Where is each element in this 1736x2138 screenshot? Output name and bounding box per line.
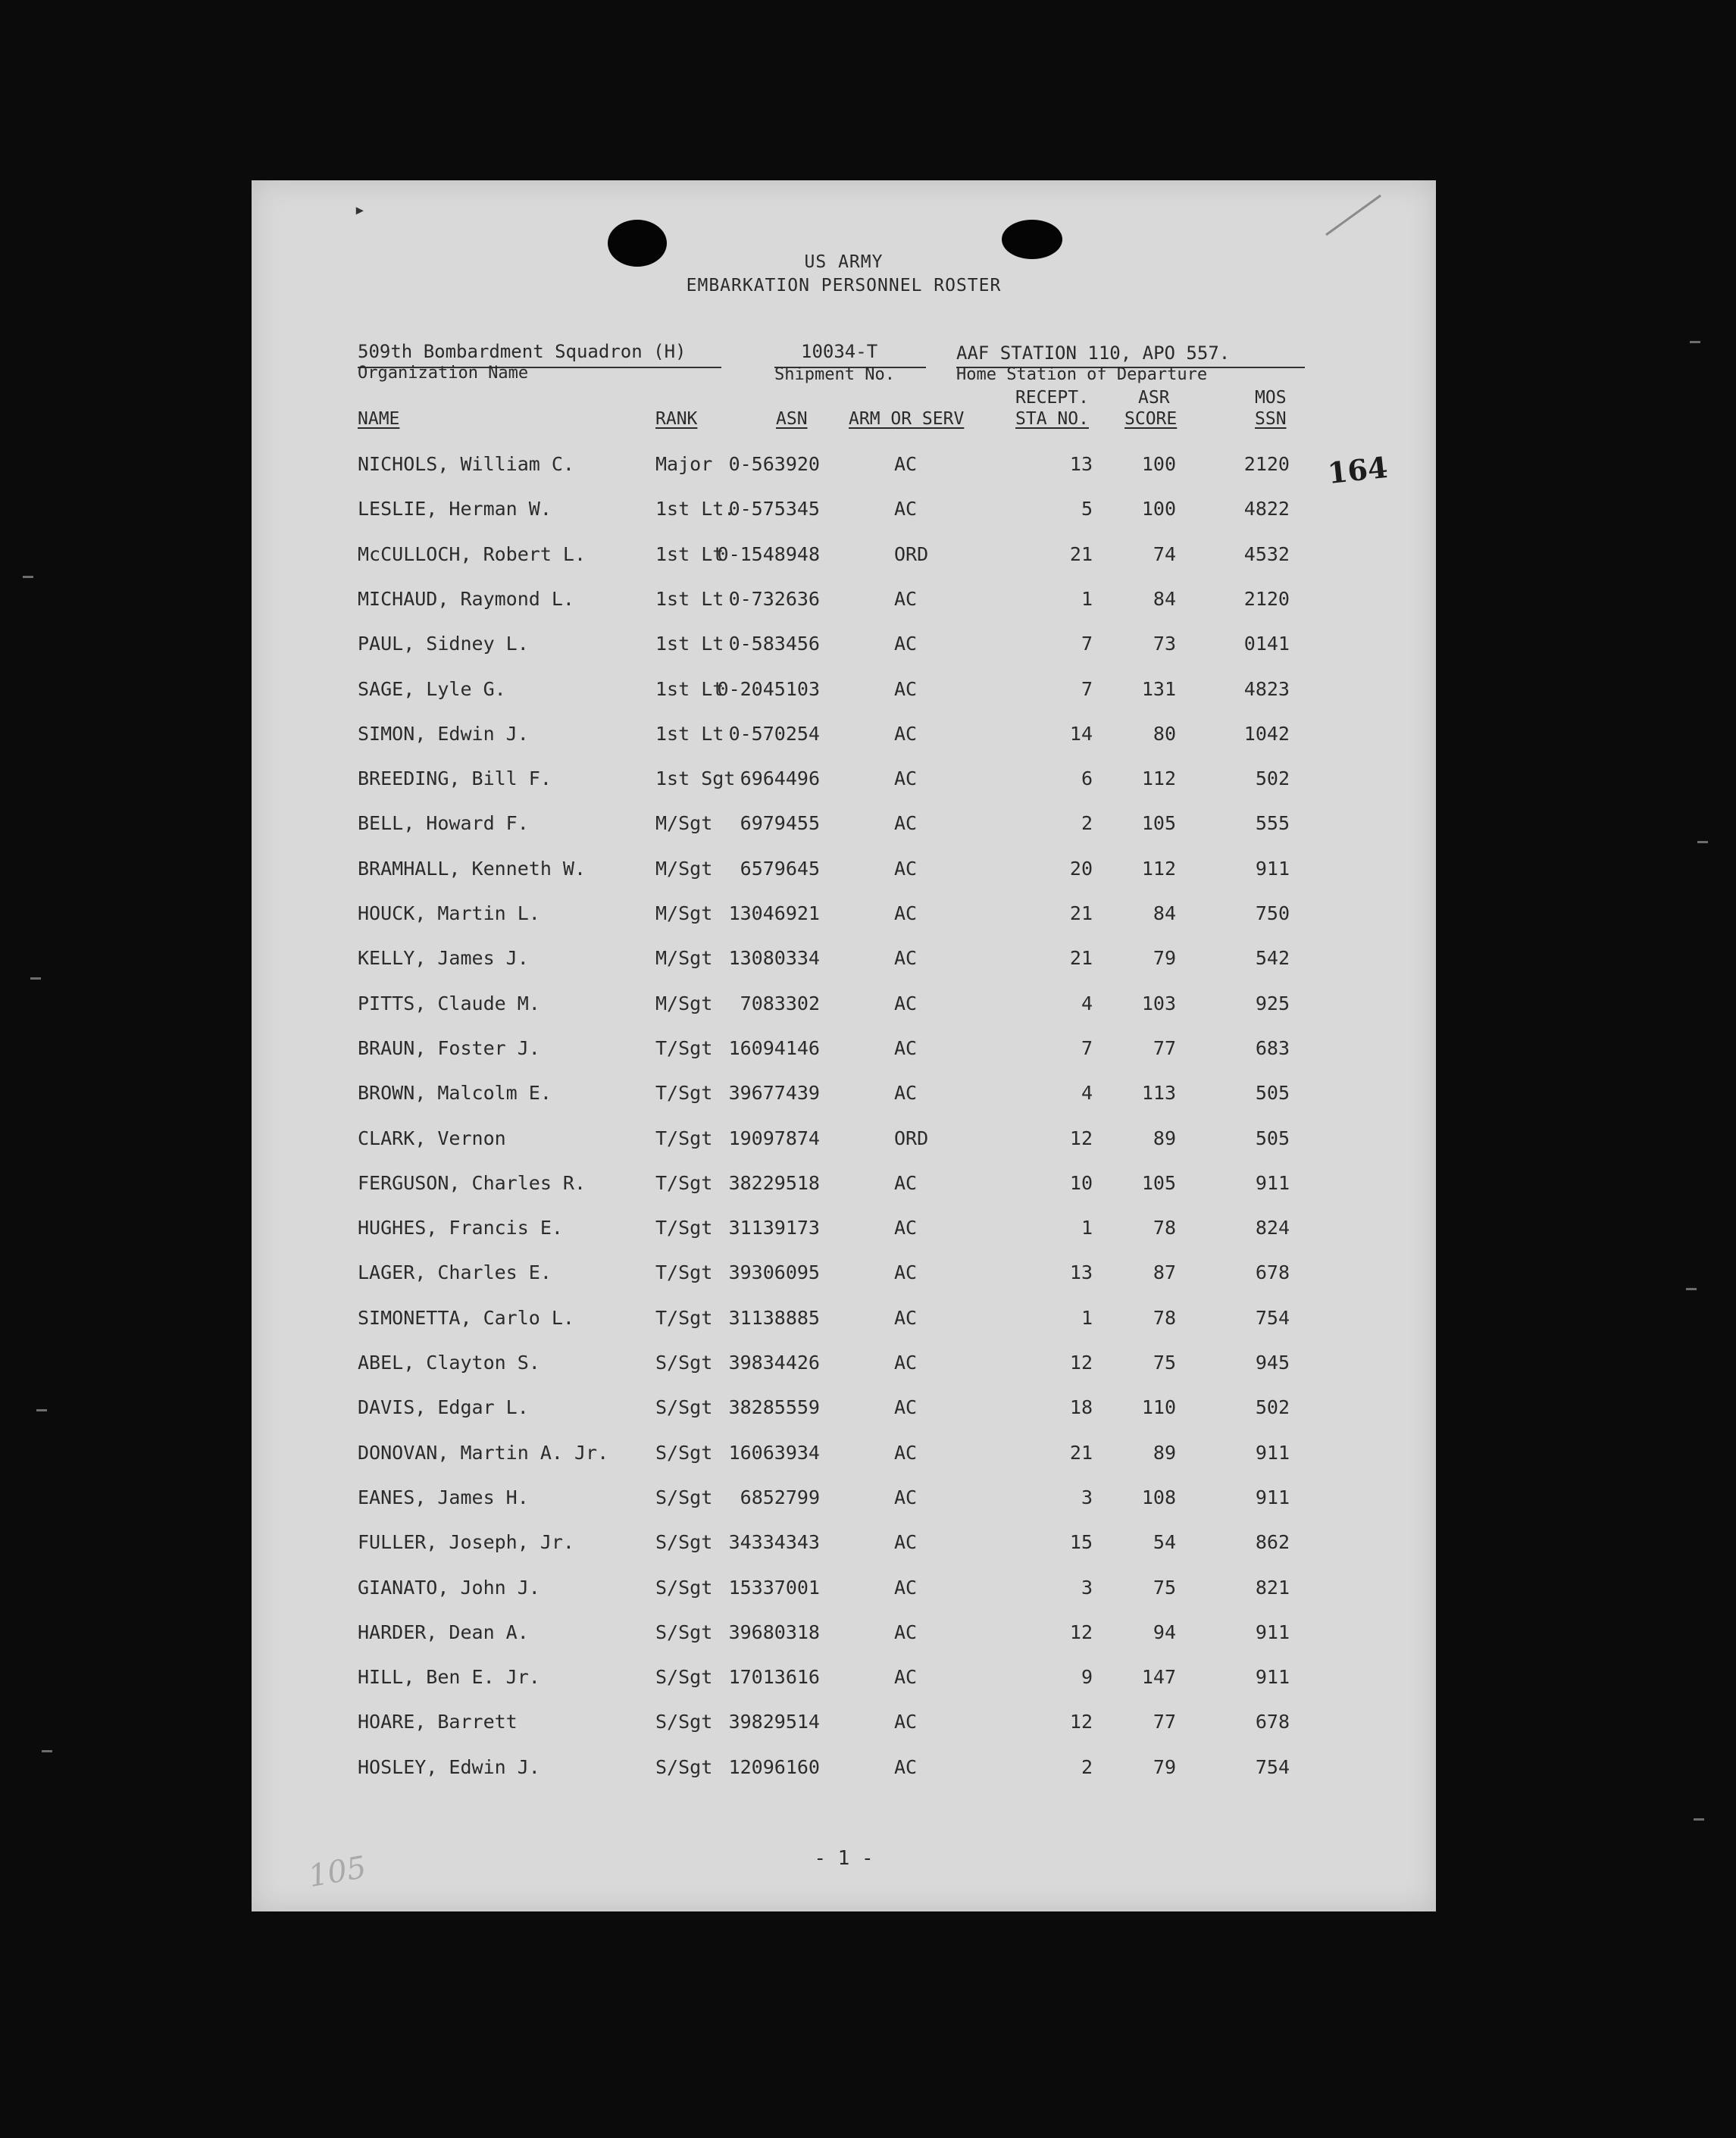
- home-station-label: Home Station of Departure: [956, 365, 1208, 384]
- row-rank: S/Sgt: [655, 1441, 713, 1464]
- row-asn: 39306095: [728, 1261, 820, 1284]
- row-rank: M/Sgt: [655, 902, 713, 924]
- row-mos-ssn: 911: [1255, 1171, 1290, 1194]
- row-asr-score: 100: [1141, 498, 1176, 520]
- row-arm: AC: [894, 1261, 918, 1284]
- row-asn: 39680318: [728, 1621, 820, 1643]
- row-rank: T/Sgt: [655, 1217, 713, 1239]
- col-header-recept-top: RECEPT.: [1015, 388, 1089, 408]
- pencil-slash: [1320, 188, 1388, 241]
- shipment-label: Shipment No.: [774, 365, 895, 384]
- row-recept-sta: 13: [1069, 453, 1093, 475]
- row-arm: AC: [894, 1666, 918, 1689]
- row-recept-sta: 3: [1081, 1486, 1093, 1508]
- row-name: BELL, Howard F.: [358, 812, 529, 835]
- row-mos-ssn: 678: [1255, 1711, 1290, 1733]
- scan-speck: [1694, 1818, 1704, 1821]
- col-header-name: NAME: [358, 409, 400, 429]
- row-asn: 6964496: [740, 767, 820, 790]
- row-name: HILL, Ben E. Jr.: [358, 1666, 540, 1689]
- row-rank: M/Sgt: [655, 812, 713, 835]
- row-name: LESLIE, Herman W.: [358, 498, 552, 520]
- header-line-1: US ARMY: [804, 252, 884, 272]
- row-asr-score: 131: [1141, 677, 1176, 700]
- row-recept-sta: 7: [1081, 633, 1093, 655]
- stamp-number: 164: [1325, 449, 1390, 491]
- row-mos-ssn: 683: [1255, 1036, 1290, 1059]
- scan-speck: [1686, 1288, 1697, 1290]
- row-recept-sta: 20: [1069, 857, 1093, 880]
- corner-mark: ▸: [354, 198, 366, 221]
- row-mos-ssn: 2120: [1243, 587, 1290, 610]
- table-row: [252, 453, 1436, 483]
- row-asr-score: 89: [1153, 1441, 1176, 1464]
- row-asn: 0-2045103: [717, 677, 820, 700]
- col-header-asn: ASN: [776, 409, 808, 429]
- row-asn: 0-563920: [728, 453, 820, 475]
- row-arm: ORD: [894, 542, 929, 565]
- row-asn: 0-1548948: [717, 542, 820, 565]
- row-asr-score: 79: [1153, 947, 1176, 970]
- row-rank: T/Sgt: [655, 1261, 713, 1284]
- table-row: [252, 902, 1436, 933]
- table-row: [252, 858, 1436, 888]
- roster-page: [252, 180, 1436, 1911]
- row-name: HOUCK, Martin L.: [358, 902, 540, 924]
- table-row: [252, 1261, 1436, 1292]
- row-mos-ssn: 502: [1255, 1396, 1290, 1419]
- row-asr-score: 147: [1141, 1666, 1176, 1689]
- row-mos-ssn: 750: [1255, 902, 1290, 924]
- row-rank: S/Sgt: [655, 1666, 713, 1689]
- row-recept-sta: 7: [1081, 1036, 1093, 1059]
- table-row: [252, 1577, 1436, 1607]
- row-mos-ssn: 678: [1255, 1261, 1290, 1284]
- scan-speck: [30, 977, 41, 980]
- col-header-asr-bottom: SCORE: [1124, 409, 1178, 429]
- table-row: [252, 1442, 1436, 1472]
- row-asr-score: 78: [1153, 1217, 1176, 1239]
- row-mos-ssn: 505: [1255, 1127, 1290, 1149]
- row-recept-sta: 13: [1069, 1261, 1093, 1284]
- row-asn: 39834426: [728, 1352, 820, 1374]
- row-asn: 17013616: [728, 1666, 820, 1689]
- row-name: EANES, James H.: [358, 1486, 529, 1508]
- col-header-asr-top: ASR: [1138, 388, 1170, 408]
- row-name: LAGER, Charles E.: [358, 1261, 552, 1284]
- table-row: [252, 947, 1436, 977]
- row-name: SIMONETTA, Carlo L.: [358, 1306, 574, 1329]
- row-arm: AC: [894, 1352, 918, 1374]
- row-rank: S/Sgt: [655, 1755, 713, 1778]
- row-asn: 19097874: [728, 1127, 820, 1149]
- row-recept-sta: 18: [1069, 1396, 1093, 1419]
- table-row: [252, 767, 1436, 798]
- table-row: [252, 1217, 1436, 1247]
- row-asr-score: 108: [1141, 1486, 1176, 1508]
- row-arm: AC: [894, 1486, 918, 1508]
- row-arm: AC: [894, 1306, 918, 1329]
- organization-name: 509th Bombardment Squadron (H): [358, 341, 687, 362]
- row-recept-sta: 21: [1069, 947, 1093, 970]
- row-mos-ssn: 824: [1255, 1217, 1290, 1239]
- row-rank: T/Sgt: [655, 1036, 713, 1059]
- row-rank: M/Sgt: [655, 857, 713, 880]
- organization-label: Organization Name: [358, 364, 529, 383]
- row-name: SAGE, Lyle G.: [358, 677, 506, 700]
- table-row: [252, 1621, 1436, 1652]
- row-asn: 13080334: [728, 947, 820, 970]
- row-rank: S/Sgt: [655, 1576, 713, 1599]
- row-rank: M/Sgt: [655, 992, 713, 1014]
- row-mos-ssn: 821: [1255, 1576, 1290, 1599]
- row-asr-score: 54: [1153, 1531, 1176, 1554]
- row-asr-score: 77: [1153, 1036, 1176, 1059]
- row-asr-score: 84: [1153, 587, 1176, 610]
- row-name: HOSLEY, Edwin J.: [358, 1755, 540, 1778]
- row-asr-score: 75: [1153, 1576, 1176, 1599]
- row-name: BREEDING, Bill F.: [358, 767, 552, 790]
- row-arm: AC: [894, 1621, 918, 1643]
- row-arm: AC: [894, 1396, 918, 1419]
- row-recept-sta: 21: [1069, 542, 1093, 565]
- row-mos-ssn: 0141: [1243, 633, 1290, 655]
- table-row: [252, 1711, 1436, 1741]
- row-arm: AC: [894, 1036, 918, 1059]
- table-row: [252, 1396, 1436, 1427]
- row-rank: T/Sgt: [655, 1306, 713, 1329]
- col-header-mos-top: MOS: [1255, 388, 1287, 408]
- table-row: [252, 1666, 1436, 1696]
- row-asr-score: 110: [1141, 1396, 1176, 1419]
- row-rank: M/Sgt: [655, 947, 713, 970]
- row-arm: AC: [894, 453, 918, 475]
- row-asr-score: 80: [1153, 722, 1176, 745]
- row-mos-ssn: 502: [1255, 767, 1290, 790]
- row-mos-ssn: 2120: [1243, 453, 1290, 475]
- row-asn: 0-732636: [728, 587, 820, 610]
- row-asr-score: 79: [1153, 1755, 1176, 1778]
- row-mos-ssn: 911: [1255, 857, 1290, 880]
- row-arm: AC: [894, 767, 918, 790]
- row-name: BRAUN, Foster J.: [358, 1036, 540, 1059]
- table-row: [252, 1127, 1436, 1158]
- row-asr-score: 73: [1153, 633, 1176, 655]
- row-asn: 7083302: [740, 992, 820, 1014]
- row-recept-sta: 1: [1081, 1306, 1093, 1329]
- row-rank: S/Sgt: [655, 1621, 713, 1643]
- row-recept-sta: 5: [1081, 498, 1093, 520]
- row-recept-sta: 7: [1081, 677, 1093, 700]
- table-row: [252, 812, 1436, 842]
- table-row: [252, 1172, 1436, 1202]
- row-rank: S/Sgt: [655, 1711, 713, 1733]
- row-recept-sta: 21: [1069, 902, 1093, 924]
- row-asn: 34334343: [728, 1531, 820, 1554]
- row-asn: 15337001: [728, 1576, 820, 1599]
- row-mos-ssn: 862: [1255, 1531, 1290, 1554]
- row-asr-score: 105: [1141, 1171, 1176, 1194]
- row-rank: S/Sgt: [655, 1352, 713, 1374]
- row-mos-ssn: 1042: [1243, 722, 1290, 745]
- row-asn: 31139173: [728, 1217, 820, 1239]
- row-arm: AC: [894, 722, 918, 745]
- row-asr-score: 87: [1153, 1261, 1176, 1284]
- row-rank: 1st Lt.: [655, 498, 736, 520]
- row-mos-ssn: 505: [1255, 1082, 1290, 1105]
- scan-speck: [1697, 841, 1708, 843]
- row-name: SIMON, Edwin J.: [358, 722, 529, 745]
- row-mos-ssn: 754: [1255, 1306, 1290, 1329]
- row-asn: 13046921: [728, 902, 820, 924]
- row-asr-score: 103: [1141, 992, 1176, 1014]
- row-asr-score: 113: [1141, 1082, 1176, 1105]
- row-mos-ssn: 555: [1255, 812, 1290, 835]
- table-row: [252, 992, 1436, 1023]
- row-arm: AC: [894, 1441, 918, 1464]
- header-line-2: EMBARKATION PERSONNEL ROSTER: [686, 276, 1002, 295]
- row-name: CLARK, Vernon: [358, 1127, 506, 1149]
- row-name: PAUL, Sidney L.: [358, 633, 529, 655]
- row-recept-sta: 2: [1081, 1755, 1093, 1778]
- row-asr-score: 78: [1153, 1306, 1176, 1329]
- row-recept-sta: 6: [1081, 767, 1093, 790]
- home-station: AAF STATION 110, APO 557.: [956, 342, 1231, 364]
- row-asn: 6979455: [740, 812, 820, 835]
- row-asr-score: 100: [1141, 453, 1176, 475]
- row-arm: AC: [894, 947, 918, 970]
- row-recept-sta: 12: [1069, 1127, 1093, 1149]
- row-recept-sta: 21: [1069, 1441, 1093, 1464]
- row-rank: 1st Lt: [655, 722, 724, 745]
- row-asn: 0-570254: [728, 722, 820, 745]
- table-row: [252, 1756, 1436, 1786]
- row-arm: AC: [894, 587, 918, 610]
- row-mos-ssn: 911: [1255, 1666, 1290, 1689]
- scan-speck: [1690, 341, 1700, 343]
- row-rank: 1st Lt: [655, 587, 724, 610]
- table-row: [252, 1352, 1436, 1382]
- row-asr-score: 94: [1153, 1621, 1176, 1643]
- row-name: BRAMHALL, Kenneth W.: [358, 857, 586, 880]
- row-arm: AC: [894, 1755, 918, 1778]
- row-name: DAVIS, Edgar L.: [358, 1396, 529, 1419]
- row-name: PITTS, Claude M.: [358, 992, 540, 1014]
- row-recept-sta: 9: [1081, 1666, 1093, 1689]
- col-header-recept-bottom: STA NO.: [1015, 409, 1089, 429]
- scan-speck: [42, 1750, 52, 1752]
- row-rank: S/Sgt: [655, 1531, 713, 1554]
- row-rank: Major: [655, 453, 713, 475]
- row-asn: 16094146: [728, 1036, 820, 1059]
- row-recept-sta: 12: [1069, 1711, 1093, 1733]
- row-name: HARDER, Dean A.: [358, 1621, 529, 1643]
- row-mos-ssn: 911: [1255, 1621, 1290, 1643]
- pencil-note: 105: [305, 1849, 369, 1895]
- page-number: - 1 -: [814, 1847, 874, 1870]
- table-row: [252, 723, 1436, 753]
- row-rank: 1st Lt: [655, 677, 724, 700]
- row-arm: AC: [894, 857, 918, 880]
- row-mos-ssn: 542: [1255, 947, 1290, 970]
- row-asr-score: 84: [1153, 902, 1176, 924]
- row-rank: S/Sgt: [655, 1486, 713, 1508]
- row-arm: AC: [894, 1576, 918, 1599]
- row-rank: 1st Lt: [655, 542, 724, 565]
- row-asn: 12096160: [728, 1755, 820, 1778]
- row-asn: 6852799: [740, 1486, 820, 1508]
- row-name: HOARE, Barrett: [358, 1711, 518, 1733]
- table-row: [252, 543, 1436, 574]
- row-name: FERGUSON, Charles R.: [358, 1171, 586, 1194]
- row-asn: 0-583456: [728, 633, 820, 655]
- row-arm: AC: [894, 1711, 918, 1733]
- row-asr-score: 77: [1153, 1711, 1176, 1733]
- row-mos-ssn: 4823: [1243, 677, 1290, 700]
- table-row: [252, 678, 1436, 708]
- row-asn: 16063934: [728, 1441, 820, 1464]
- row-asr-score: 89: [1153, 1127, 1176, 1149]
- row-mos-ssn: 911: [1255, 1441, 1290, 1464]
- row-arm: AC: [894, 1531, 918, 1554]
- row-arm: AC: [894, 677, 918, 700]
- row-asn: 0-575345: [728, 498, 820, 520]
- row-mos-ssn: 4822: [1243, 498, 1290, 520]
- row-recept-sta: 4: [1081, 992, 1093, 1014]
- row-recept-sta: 1: [1081, 1217, 1093, 1239]
- row-name: McCULLOCH, Robert L.: [358, 542, 586, 565]
- row-mos-ssn: 754: [1255, 1755, 1290, 1778]
- row-asn: 38285559: [728, 1396, 820, 1419]
- row-arm: AC: [894, 1082, 918, 1105]
- row-arm: ORD: [894, 1127, 929, 1149]
- table-row: [252, 1082, 1436, 1112]
- row-rank: 1st Sgt: [655, 767, 736, 790]
- row-rank: T/Sgt: [655, 1082, 713, 1105]
- scan-speck: [23, 576, 33, 578]
- row-name: BROWN, Malcolm E.: [358, 1082, 552, 1105]
- table-row: [252, 498, 1436, 528]
- row-rank: T/Sgt: [655, 1127, 713, 1149]
- row-mos-ssn: 911: [1255, 1486, 1290, 1508]
- table-row: [252, 1486, 1436, 1517]
- shipment-number: 10034-T: [801, 341, 878, 362]
- row-asn: 39677439: [728, 1082, 820, 1105]
- row-recept-sta: 1: [1081, 587, 1093, 610]
- row-arm: AC: [894, 902, 918, 924]
- row-name: HUGHES, Francis E.: [358, 1217, 563, 1239]
- row-name: NICHOLS, William C.: [358, 453, 574, 475]
- row-arm: AC: [894, 1217, 918, 1239]
- row-arm: AC: [894, 992, 918, 1014]
- table-row: [252, 1307, 1436, 1337]
- row-name: KELLY, James J.: [358, 947, 529, 970]
- row-recept-sta: 2: [1081, 812, 1093, 835]
- row-recept-sta: 14: [1069, 722, 1093, 745]
- row-name: ABEL, Clayton S.: [358, 1352, 540, 1374]
- row-mos-ssn: 925: [1255, 992, 1290, 1014]
- row-asn: 38229518: [728, 1171, 820, 1194]
- table-row: [252, 1531, 1436, 1561]
- row-name: DONOVAN, Martin A. Jr.: [358, 1441, 609, 1464]
- table-row: [252, 588, 1436, 618]
- row-asr-score: 105: [1141, 812, 1176, 835]
- row-arm: AC: [894, 1171, 918, 1194]
- row-mos-ssn: 4532: [1243, 542, 1290, 565]
- row-arm: AC: [894, 498, 918, 520]
- row-asn: 39829514: [728, 1711, 820, 1733]
- row-asr-score: 75: [1153, 1352, 1176, 1374]
- table-row: [252, 633, 1436, 663]
- row-arm: AC: [894, 812, 918, 835]
- row-asn: 6579645: [740, 857, 820, 880]
- table-row: [252, 1037, 1436, 1067]
- row-recept-sta: 12: [1069, 1621, 1093, 1643]
- row-mos-ssn: 945: [1255, 1352, 1290, 1374]
- row-asr-score: 112: [1141, 857, 1176, 880]
- row-arm: AC: [894, 633, 918, 655]
- col-header-rank: RANK: [655, 409, 698, 429]
- row-asn: 31138885: [728, 1306, 820, 1329]
- col-header-mos-bottom: SSN: [1255, 409, 1287, 429]
- row-recept-sta: 15: [1069, 1531, 1093, 1554]
- row-name: MICHAUD, Raymond L.: [358, 587, 574, 610]
- row-rank: S/Sgt: [655, 1396, 713, 1419]
- row-name: GIANATO, John J.: [358, 1576, 540, 1599]
- row-asr-score: 74: [1153, 542, 1176, 565]
- row-recept-sta: 4: [1081, 1082, 1093, 1105]
- row-rank: 1st Lt: [655, 633, 724, 655]
- row-rank: T/Sgt: [655, 1171, 713, 1194]
- row-recept-sta: 10: [1069, 1171, 1093, 1194]
- row-name: FULLER, Joseph, Jr.: [358, 1531, 574, 1554]
- row-recept-sta: 12: [1069, 1352, 1093, 1374]
- row-asr-score: 112: [1141, 767, 1176, 790]
- col-header-arm: ARM OR SERV: [849, 409, 965, 429]
- row-recept-sta: 3: [1081, 1576, 1093, 1599]
- scan-speck: [36, 1409, 47, 1411]
